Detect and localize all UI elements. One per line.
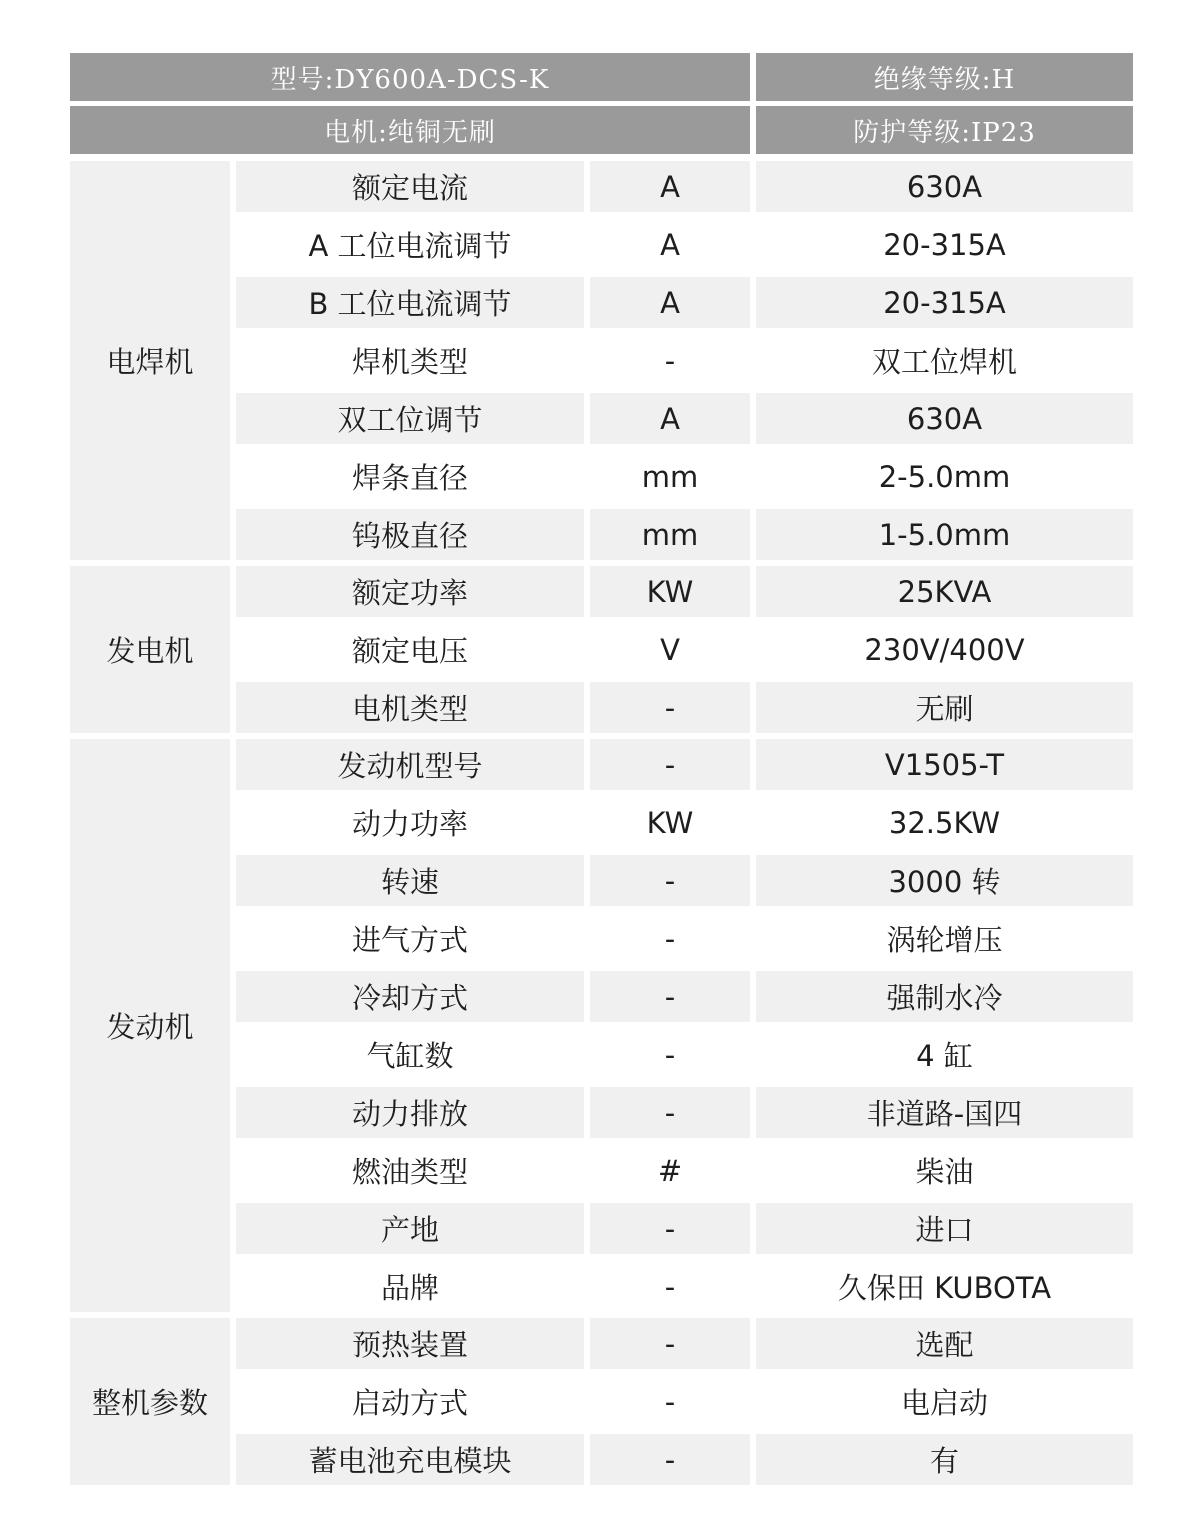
spec-groups (70, 161, 1133, 1485)
param-unit: A (590, 277, 750, 328)
param-name: 动力功率 (351, 807, 468, 841)
table-row (236, 913, 1133, 964)
table-row (236, 1376, 1133, 1427)
param-value: 双工位焊机 (871, 345, 1017, 379)
group-label: 整机参数 (70, 1318, 230, 1485)
param-value: V1505-T (756, 739, 1133, 790)
table-row (236, 451, 1133, 502)
param-value: 进口 (756, 1203, 1133, 1254)
param-value: 1-5.0mm (756, 509, 1133, 560)
group-rows (236, 161, 1133, 560)
spec-group (70, 1318, 1133, 1485)
param-name: 冷却方式 (236, 971, 584, 1022)
param-name: 动力排放 (236, 1087, 584, 1138)
table-row (236, 1434, 1133, 1485)
param-name: 燃油类型 (351, 1155, 468, 1189)
param-unit: - (590, 682, 750, 733)
param-value: 电启动 (900, 1386, 988, 1420)
param-value: 4 缸 (916, 1039, 973, 1073)
param-value: 柴油 (915, 1155, 974, 1189)
param-name: 转速 (236, 855, 584, 906)
insulation-header: 绝缘等级:H (756, 53, 1133, 101)
table-row (236, 1145, 1133, 1196)
table-row (236, 161, 1133, 212)
param-unit: - (590, 1203, 750, 1254)
table-row (236, 971, 1133, 1022)
param-value: 涡轮增压 (886, 923, 1003, 957)
table-row (236, 1087, 1133, 1138)
param-name: 蓄电池充电模块 (236, 1434, 584, 1485)
param-value: 久保田 KUBOTA (837, 1271, 1052, 1305)
param-unit: - (664, 921, 676, 956)
param-unit: A (660, 227, 680, 262)
table-row (236, 739, 1133, 790)
group-label: 电焊机 (70, 161, 230, 560)
model-header: 型号:DY600A-DCS-K (70, 53, 750, 101)
param-value: 20-315A (883, 227, 1006, 262)
protection-header: 防护等级:IP23 (756, 106, 1133, 154)
param-name: 额定电压 (351, 634, 468, 668)
param-unit: # (657, 1153, 683, 1188)
param-unit: - (664, 1269, 676, 1304)
param-name: A 工位电流调节 (308, 229, 512, 263)
param-unit: A (590, 161, 750, 212)
table-row (236, 624, 1133, 675)
param-value: 强制水冷 (756, 971, 1133, 1022)
param-unit: - (590, 855, 750, 906)
param-value: 20-315A (756, 277, 1133, 328)
param-name: B 工位电流调节 (236, 277, 584, 328)
param-unit: V (660, 632, 680, 667)
table-row (236, 682, 1133, 733)
param-unit: KW (590, 566, 750, 617)
table-row (236, 509, 1133, 560)
group-label: 发动机 (70, 739, 230, 1312)
param-name: 发动机型号 (236, 739, 584, 790)
param-unit: A (590, 393, 750, 444)
param-name: 进气方式 (351, 923, 468, 957)
param-value: 3000 转 (756, 855, 1133, 906)
param-value: 230V/400V (864, 632, 1025, 667)
table-row (236, 855, 1133, 906)
param-name: 启动方式 (351, 1386, 468, 1420)
param-name: 焊条直径 (351, 461, 468, 495)
spec-group (70, 566, 1133, 733)
table-row (236, 797, 1133, 848)
spec-group (70, 739, 1133, 1312)
motor-header: 电机:纯铜无刷 (70, 106, 750, 154)
param-name: 产地 (236, 1203, 584, 1254)
table-row (236, 1029, 1133, 1080)
param-value: 2-5.0mm (878, 459, 1011, 494)
group-rows (236, 566, 1133, 733)
table-row (236, 1203, 1133, 1254)
group-rows (236, 1318, 1133, 1485)
param-name: 焊机类型 (351, 345, 468, 379)
param-value: 选配 (756, 1318, 1133, 1369)
header-row-1 (70, 53, 1133, 101)
header-row-2 (70, 106, 1133, 154)
param-name: 品牌 (380, 1271, 439, 1305)
param-value: 32.5KW (888, 805, 1001, 840)
param-unit: - (590, 739, 750, 790)
param-value: 有 (756, 1434, 1133, 1485)
param-unit: - (590, 1318, 750, 1369)
table-row (236, 335, 1133, 386)
param-unit: - (664, 1384, 676, 1419)
param-unit: - (590, 971, 750, 1022)
spec-table (70, 53, 1133, 1491)
param-name: 额定电流 (236, 161, 584, 212)
spec-group (70, 161, 1133, 560)
param-unit: mm (641, 459, 699, 494)
table-row (236, 277, 1133, 328)
param-name: 气缸数 (366, 1039, 454, 1073)
param-unit: - (590, 1087, 750, 1138)
param-name: 双工位调节 (236, 393, 584, 444)
param-value: 非道路-国四 (756, 1087, 1133, 1138)
group-rows (236, 739, 1133, 1312)
table-row (236, 219, 1133, 270)
param-name: 电机类型 (236, 682, 584, 733)
param-value: 630A (756, 393, 1133, 444)
param-value: 630A (756, 161, 1133, 212)
param-unit: KW (646, 805, 694, 840)
param-name: 额定功率 (236, 566, 584, 617)
table-row (236, 1318, 1133, 1369)
table-row (236, 393, 1133, 444)
table-row (236, 1261, 1133, 1312)
param-unit: - (664, 1037, 676, 1072)
param-name: 预热装置 (236, 1318, 584, 1369)
param-unit: mm (590, 509, 750, 560)
table-row (236, 566, 1133, 617)
param-unit: - (664, 343, 676, 378)
param-value: 无刷 (756, 682, 1133, 733)
group-label: 发电机 (70, 566, 230, 733)
param-value: 25KVA (756, 566, 1133, 617)
param-name: 钨极直径 (236, 509, 584, 560)
param-unit: - (590, 1434, 750, 1485)
